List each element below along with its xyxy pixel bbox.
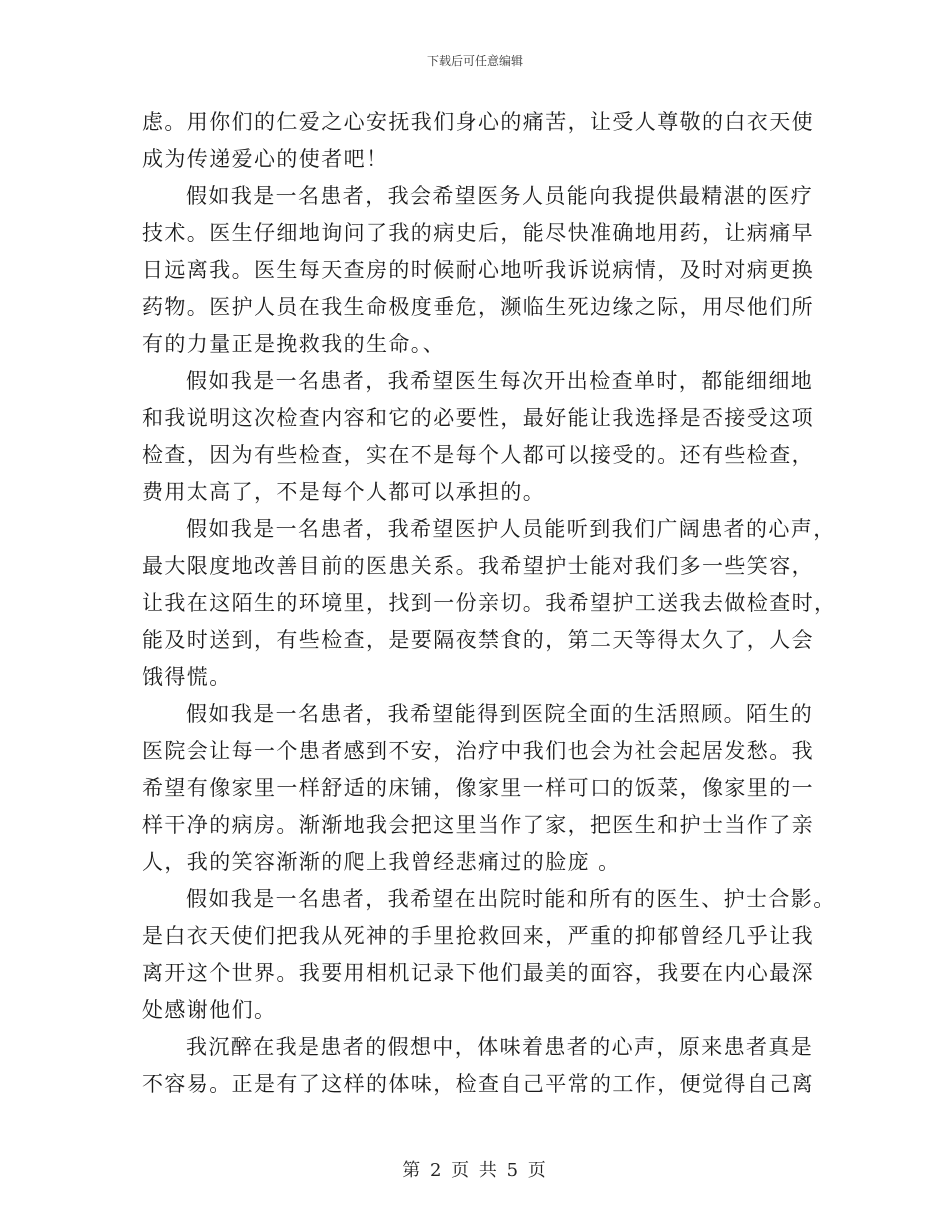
text-line: 样干净的病房。渐渐地我会把这里当作了家，把医生和护士当作了亲 <box>142 813 814 837</box>
paragraph <box>142 696 812 881</box>
text-line: 希望有像家里一样舒适的床铺，像家里一样可口的饭菜，像家里的一 <box>142 776 814 800</box>
paragraph <box>142 511 837 696</box>
paragraph <box>142 178 812 363</box>
text-line: 让我在这陌生的环境里，找到一份亲切。我希望护工送我去做检查时， <box>142 591 837 615</box>
text-line: 假如我是一名患者，我希望在出院时能和所有的医生、护士合影。 <box>186 887 836 911</box>
paragraph <box>142 1029 812 1103</box>
text-line: 离开这个世界。我要用相机记录下他们最美的面容，我要在内心最深 <box>142 961 814 985</box>
text-line: 是白衣天使们把我从死神的手里抢救回来，严重的抑郁曾经几乎让我 <box>142 924 814 948</box>
text-line: 假如我是一名患者，我希望医生每次开出检查单时，都能细细地 <box>186 369 814 393</box>
text-line: 能及时送到，有些检查，是要隔夜禁食的，第二天等得太久了，人会 <box>142 628 814 652</box>
text-line: 药物。医护人员在我生命极度垂危，濒临生死边缘之际，用尽他们所 <box>142 295 814 319</box>
page-number-footer: 第 2 页 共 5 页 <box>402 1160 548 1181</box>
text-line: 不容易。正是有了这样的体味，检查自己平常的工作，便觉得自己离 <box>142 1072 814 1096</box>
text-line: 有的力量正是挽救我的生命。、 <box>142 332 446 356</box>
text-line: 和我说明这次检查内容和它的必要性，最好能让我选择是否接受这项 <box>142 406 814 430</box>
text-line: 费用太高了，不是每个人都可以承担的。 <box>142 480 546 504</box>
text-line: 成为传递爱心的使者吧！ <box>142 147 389 171</box>
text-line: 假如我是一名患者，我会希望医务人员能向我提供最精湛的医疗 <box>186 184 814 208</box>
text-line: 检查，因为有些检查，实在不是每个人都可以接受的。还有些检查， <box>142 443 814 467</box>
text-line: 我沉醉在我是患者的假想中，体味着患者的心声，原来患者真是 <box>186 1035 814 1059</box>
page-header-note: 下载后可任意编辑 <box>426 54 523 68</box>
text-line: 医院会让每一个患者感到不安，治疗中我们也会为社会起居发愁。我 <box>142 739 814 763</box>
text-line: 最大限度地改善目前的医患关系。我希望护士能对我们多一些笑容， <box>142 554 814 578</box>
text-line: 饿得慌。 <box>142 665 232 689</box>
text-line: 假如我是一名患者，我希望医护人员能听到我们广阔患者的心声， <box>186 517 836 541</box>
text-line: 日远离我。医生每天查房的时候耐心地听我诉说病情，及时对病更换 <box>142 258 814 282</box>
paragraph <box>142 363 812 511</box>
text-line: 处感谢他们。 <box>142 998 277 1022</box>
paragraph <box>142 881 836 1029</box>
paragraph <box>142 104 812 178</box>
text-line: 技术。医生仔细地询问了我的病史后，能尽快准确地用药，让病痛早 <box>142 221 814 245</box>
document-body <box>142 104 837 1103</box>
text-line: 假如我是一名患者，我希望能得到医院全面的生活照顾。陌生的 <box>186 702 814 726</box>
text-line: 虑。用你们的仁爱之心安抚我们身心的痛苦，让受人尊敬的白衣天使 <box>142 110 814 134</box>
text-line: 人，我的笑容渐渐的爬上我曾经悲痛过的脸庞 。 <box>142 850 621 874</box>
